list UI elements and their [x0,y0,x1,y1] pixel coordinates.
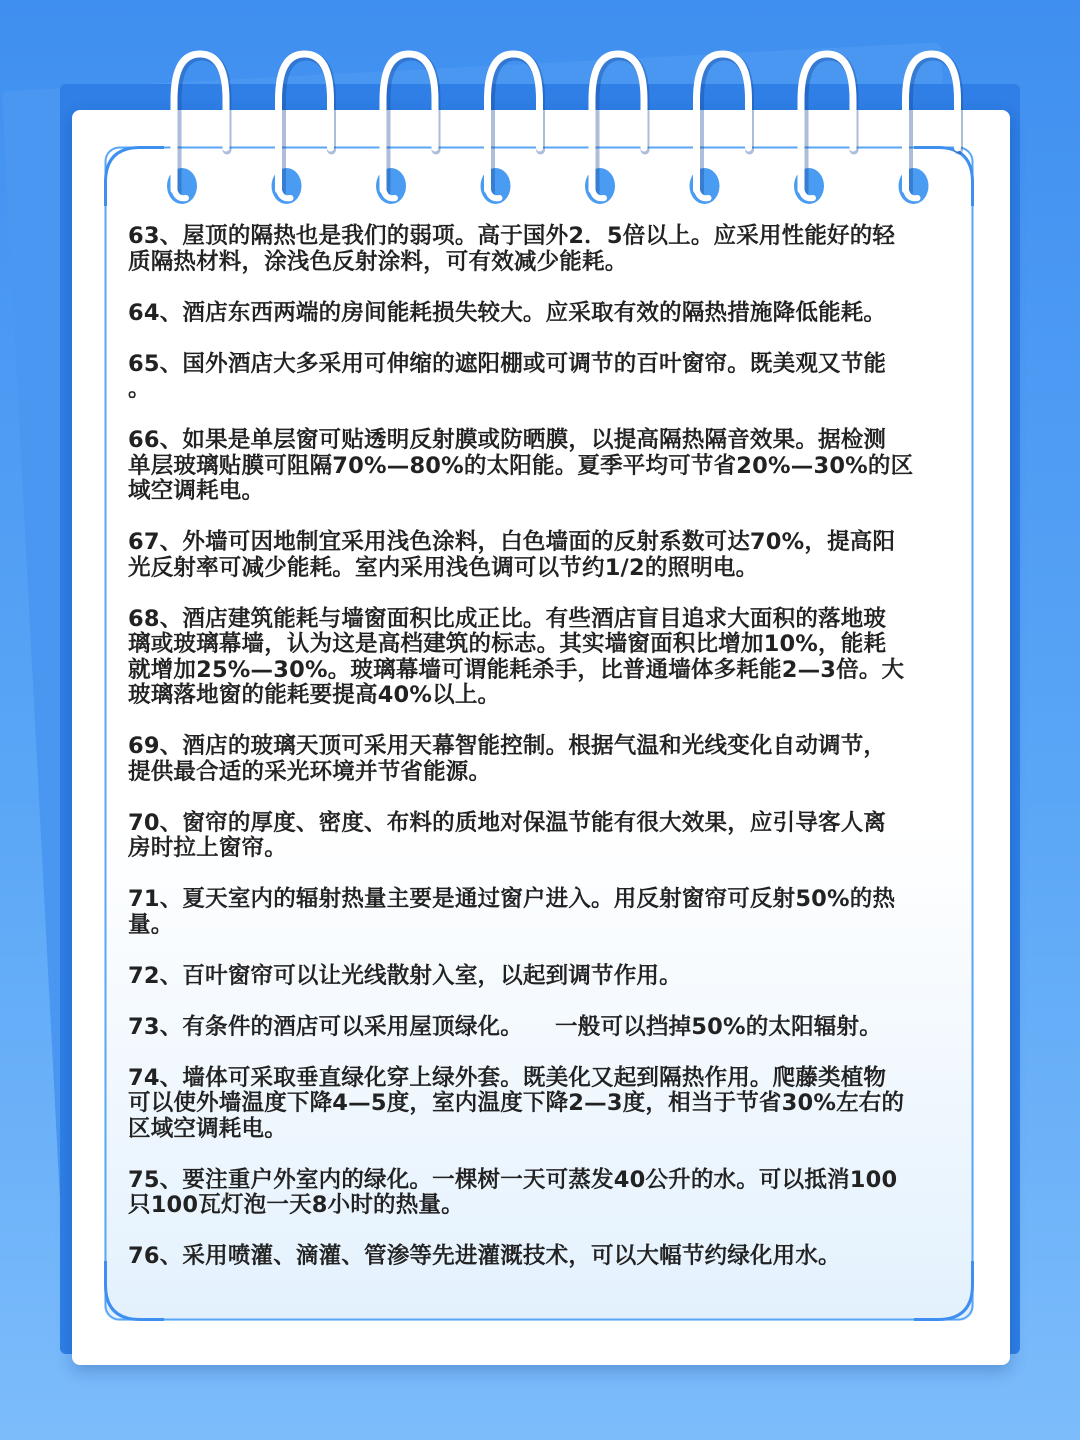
tip-item [128,1015,980,1041]
tip-item [128,734,980,785]
tip-text: 如果是单层窗可贴透明反射膜或防晒膜，以提高隔热隔音效果。据检测 单层玻璃贴膜可阻隔70%—80%的太阳能。夏季平均可节省20%—30%的区 域空调耗电。 [128,427,914,504]
tip-item [128,887,980,938]
tip-number: 73、 [128,1013,183,1040]
corner-top-right [914,148,973,207]
tip-text: 有条件的酒店可以采用屋顶绿化。 一般可以挡掉50%的太阳辐射。 [182,1013,882,1040]
tip-text: 外墙可因地制宜采用浅色涂料，白色墙面的反射系数可达70%，提高阳 光反射率可减少能耗。室内采用浅色调可以节约1/2的照明电。 [128,529,896,581]
tip-text: 窗帘的厚度、密度、布料的质地对保温节能有很大效果，应引导客人离 房时拉上窗帘。 [128,809,887,861]
tip-text: 墙体可采取垂直绿化穿上绿外套。既美化又起到隔热作用。爬藤类植物 可以使外墙温度下降4—5度，室内温度下降2—3度，相当于节省30%左右的 区域空调耗电。 [128,1064,905,1142]
corner-top-left [106,148,165,207]
tip-item [128,607,980,709]
tip-text: 酒店建筑能耗与墙窗面积比成正比。有些酒店盲目追求大面积的落地玻 璃或玻璃幕墙，认为这是高档建筑的标志。其实墙窗面积比增加10%，能耗 就增加25%—30%。玻璃幕墙可谓能耗杀手，比普通墙体多耗能2—3倍。大 玻璃落地窗的能耗要提高40%以上。 [128,605,905,708]
tips-list [128,224,980,1295]
tip-number: 71、 [128,886,183,912]
tip-item [128,301,980,327]
tip-item [128,1066,980,1143]
tip-text: 百叶窗帘可以让光线散射入室，以起到调节作用。 [182,962,682,989]
tip-number: 64、 [128,299,183,326]
tip-number: 68、 [128,605,183,632]
tip-number: 67、 [128,529,183,555]
tip-number: 76、 [128,1243,183,1269]
tip-text: 夏天室内的辐射热量主要是通过窗户进入。用反射窗帘可反射50%的热 量。 [128,886,896,938]
tip-number: 72、 [128,962,183,989]
tip-text: 采用喷灌、滴灌、管渗等先进灌溉技术，可以大幅节约绿化用水。 [182,1243,841,1269]
tip-text: 屋顶的隔热也是我们的弱项。高于国外2．5倍以上。应采用性能好的轻 质隔热材料，涂浅色反射涂料，可有效减少能耗。 [128,223,896,275]
tip-item [128,530,980,581]
tip-number: 65、 [128,350,183,377]
tip-text: 酒店东西两端的房间能耗损失较大。应采取有效的隔热措施降低能耗。 [182,299,887,326]
tip-item [128,964,980,990]
tip-text: 酒店的玻璃天顶可采用天幕智能控制。根据气温和光线变化自动调节， 提供最合适的采光环境并节省能源。 [128,733,887,785]
tip-item [128,352,980,403]
tip-number: 63、 [128,223,183,249]
tip-item [128,1168,980,1219]
tip-number: 69、 [128,733,183,759]
tip-item [128,224,980,275]
tip-text: 要注重户外室内的绿化。一棵树一天可蒸发40公升的水。可以抵消100 只100瓦灯泡一天8小时的热量。 [128,1166,898,1218]
tip-number: 70、 [128,809,183,836]
tip-number: 66、 [128,427,183,453]
tip-number: 75、 [128,1166,183,1193]
tip-item [128,811,980,862]
tip-text: 国外酒店大多采用可伸缩的遮阳棚或可调节的百叶窗帘。既美观又节能 。 [128,350,887,402]
tip-number: 74、 [128,1064,183,1091]
tip-item [128,428,980,505]
tip-item [128,1244,980,1270]
